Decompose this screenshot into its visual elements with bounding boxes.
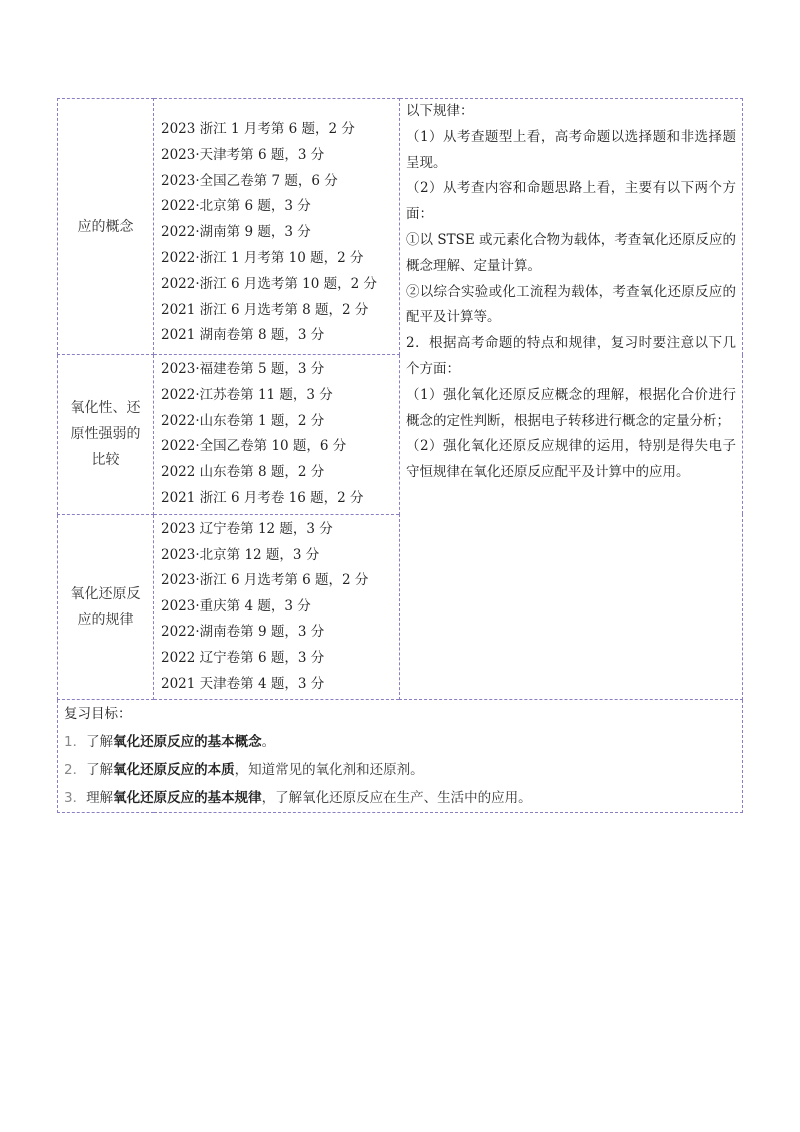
topic-title: 应的概念 <box>77 218 134 235</box>
exam-item: 2022·江苏卷第 11 题，3 分 <box>161 386 333 403</box>
analysis-paragraph: 以下规律： <box>406 103 474 119</box>
table-row <box>58 99 743 355</box>
topic-cell <box>58 514 154 700</box>
exam-list-cell <box>154 99 400 355</box>
topic-cell <box>58 99 154 355</box>
exam-item: 2022·浙江 1 月考第 10 题，2 分 <box>161 249 364 266</box>
exam-item: 2023·福建卷第 5 题，3 分 <box>161 361 325 377</box>
analysis-paragraph: （1）强化氧化还原反应概念的理解，根据化合价进行概念的定性判断，根据电子转移进行概念的定量分析； <box>406 386 736 429</box>
exam-item: 2023 浙江 1 月考第 6 题，2 分 <box>161 121 355 137</box>
exam-item: 2023·全国乙卷第 7 题，6 分 <box>161 172 338 189</box>
review-goal-item: 1．了解氧化还原反应的基本概念。 <box>64 734 276 751</box>
exam-item: 2021 浙江 6 月考卷 16 题，2 分 <box>161 489 364 506</box>
exam-item: 2021 天津卷第 4 题，3 分 <box>161 675 325 692</box>
analysis-cell <box>400 99 743 700</box>
exam-item: 2022·全国乙卷第 10 题，6 分 <box>161 438 347 455</box>
review-goal-item: 2．了解氧化还原反应的本质，知道常见的氧化剂和还原剂。 <box>64 762 424 779</box>
review-goal-item: 3．理解氧化还原反应的基本规律，了解氧化还原反应在生产、生活中的应用。 <box>64 790 532 807</box>
page-content <box>57 98 742 813</box>
exam-item: 2023·天津考第 6 题，3 分 <box>161 146 325 163</box>
exam-list-cell <box>154 355 400 515</box>
exam-analysis-table <box>57 98 743 813</box>
exam-item: 2022·湖南第 9 题，3 分 <box>161 224 311 241</box>
topic-title: 氧化还原反应的规律 <box>70 586 141 629</box>
exam-item: 2023 辽宁卷第 12 题，3 分 <box>161 520 333 537</box>
review-goals-heading: 复习目标： <box>64 706 132 723</box>
exam-item: 2023·北京第 12 题，3 分 <box>161 546 320 563</box>
exam-item: 2022·浙江 6 月选考第 10 题，2 分 <box>161 275 377 292</box>
analysis-paragraph: （2）强化氧化还原反应规律的运用，特别是得失电子守恒规律在氧化还原反应配平及计算中的应用。 <box>406 438 736 481</box>
exam-list-cell <box>154 514 400 700</box>
analysis-paragraph: （1）从考查题型上看，高考命题以选择题和非选择题呈现。 <box>406 128 736 171</box>
exam-item: 2022·山东卷第 1 题，2 分 <box>161 412 325 429</box>
analysis-paragraph: ①以 STSE 或元素化合物为载体，考查氧化还原反应的概念理解、定量计算。 <box>406 231 736 274</box>
exam-item: 2022·北京第 6 题，3 分 <box>161 198 311 215</box>
analysis-paragraph: （2）从考查内容和命题思路上看，主要有以下两个方面： <box>406 180 736 223</box>
topic-cell <box>58 355 154 515</box>
analysis-paragraph: ②以综合实验或化工流程为载体，考查氧化还原反应的配平及计算等。 <box>406 283 736 326</box>
exam-item: 2021 湖南卷第 8 题，3 分 <box>161 327 325 344</box>
review-goals-cell <box>58 700 743 813</box>
topic-title: 氧化性、还原性强弱的比较 <box>70 400 141 469</box>
exam-item: 2022 辽宁卷第 6 题，3 分 <box>161 649 325 666</box>
exam-item: 2023·浙江 6 月选考第 6 题，2 分 <box>161 572 369 589</box>
exam-item: 2023·重庆第 4 题，3 分 <box>161 598 311 615</box>
table-row <box>58 700 743 813</box>
exam-item: 2022·湖南卷第 9 题，3 分 <box>161 623 325 640</box>
exam-item: 2021 浙江 6 月选考第 8 题，2 分 <box>161 301 369 318</box>
analysis-paragraph: 2．根据高考命题的特点和规律，复习时要注意以下几个方面： <box>406 335 736 377</box>
exam-item: 2022 山东卷第 8 题，2 分 <box>161 464 325 481</box>
